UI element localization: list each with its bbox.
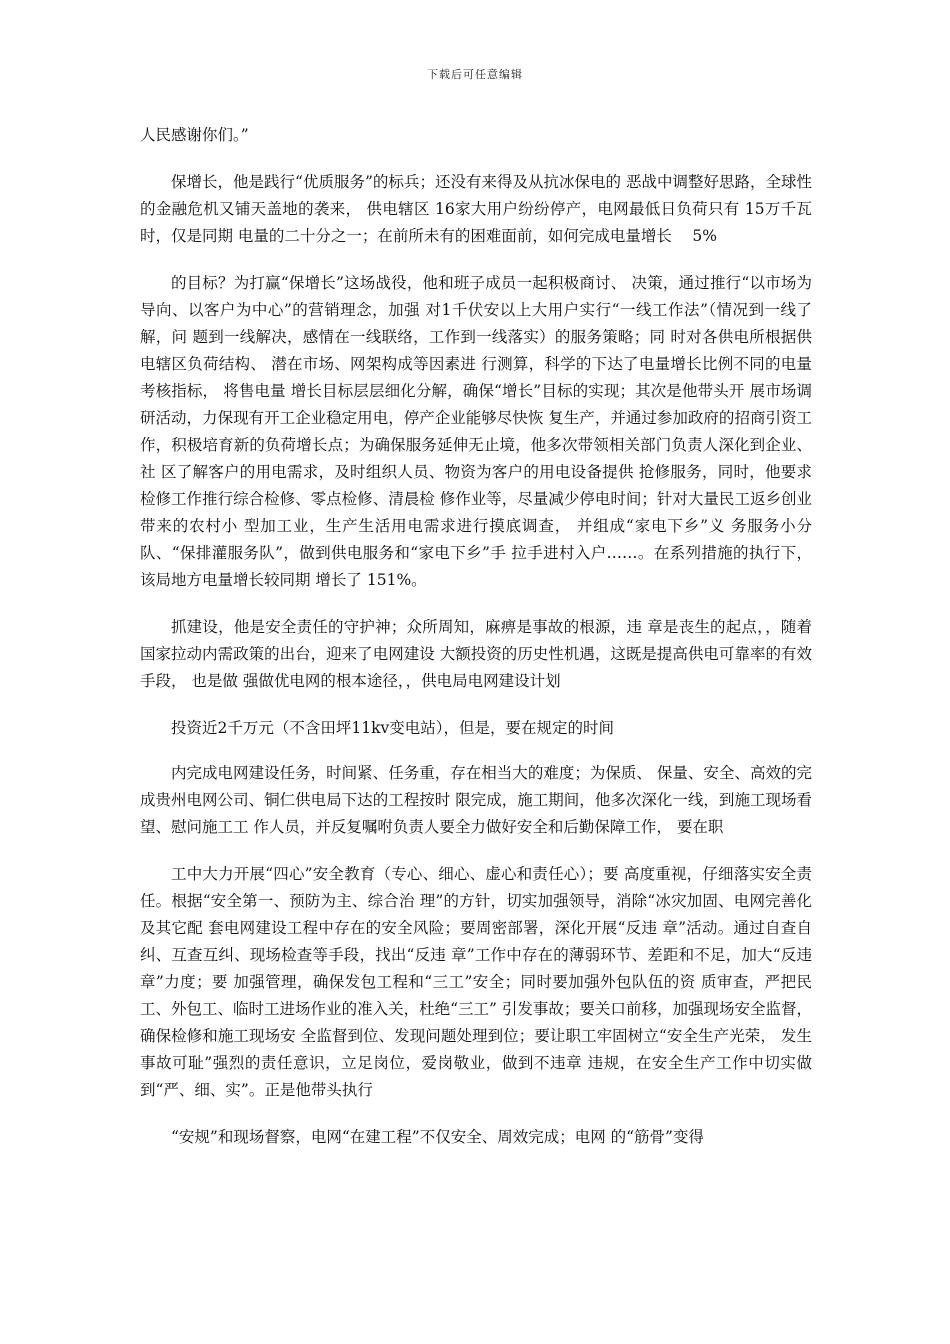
paragraph-2: 保增长，他是践行“优质服务”的标兵；还没有来得及从抗冰保电的 恶战中调整好思路，全球性的金融危机又铺天盖地的袭来， 供电辖区 16家大用户纷纷停产，电网最低日负荷只有 15万千瓦时，仅是同期 电量的二十分之一；在前所未有的困难面前，如何完成电量增长 5% [140, 173, 812, 245]
paragraph-3: 的目标？为打赢“保增长”这场战役，他和班子成员一起积极商讨、 决策，通过推行“以市场为导向、以客户为中心”的营销理念，加强 对1千伏安以上大用户实行“一线工作法”（情况到一线了解，问 题到一线解决，感情在一线联络，工作到一线落实）的服务策略；同 时对各供电所根据供电辖区负荷结构、 潜在市场、网架构成等因素进 行测算，科学的下达了电量增长比例不同的电量考核指标， 将售电量 增长目标层层细化分解，确保“增长”目标的实现；其次是他带头开 展市场调研活动，力保现有开工企业稳定用电，停产企业能够尽快恢 复生产，并通过参加政府的招商引资工作，积极培育新的负荷增长点；为确保服务延伸无止境，他多次带领相关部门负责人深化到企业、社 区了解客户的用电需求，及时组织人员、物资为客户的用电设备提供 抢修服务，同时，他要求检修工作推行综合检修、零点检修、清晨检 修作业等，尽量减少停电时间；针对大量民工返乡创业带来的农村小 型加工业，生产生活用电需求进行摸底调查， 并组成“家电下乡”义 务服务小分队、“保排灌服务队”，做到供电服务和“家电下乡”手 拉手进村入户……。在系列措施的执行下，该局地方电量增长较同期 增长了 151%。 [140, 274, 812, 589]
paragraph-6: 内完成电网建设任务，时间紧、任务重，存在相当大的难度；为保质、 保量、安全、高效的完成贵州电网公司、铜仁供电局下达的工程按时 限完成，施工期间，他多次深化一线，到施工现场看望、慰问施工工 作人员，并反复嘱咐负责人要全力做好安全和后勤保障工作， 要在职 [140, 764, 812, 836]
page-header-note: 下载后可任意编辑 [427, 68, 523, 81]
document-body [140, 122, 812, 1171]
paragraph-8: “安规”和现场督察，电网“在建工程”不仅安全、周效完成；电网 的“筋骨”变得 [171, 1128, 704, 1146]
paragraph-4: 抓建设，他是安全责任的守护神；众所周知，麻痹是事故的根源，违 章是丧生的起点，，随着国家拉动内需政策的出台，迎来了电网建设 大额投资的历史性机遇，这既是提高供电可靠率的有效手段， 也是做 强做优电网的根本途径，，供电局电网建设计划 [140, 618, 812, 690]
paragraph-7: 工中大力开展“四心”安全教育（专心、细心、虚心和责任心）；要 高度重视，仔细落实安全责任。根据“安全第一、预防为主、综合治 理”的方针，切实加强领导，消除“冰灾加固、电网完善化及其它配 套电网建设工程中存在的安全风险；要周密部署，深化开展“反违 章”活动。通过自查自纠、互查互纠、现场检查等手段，找出“反违 章”工作中存在的薄弱环节、差距和不足，加大“反违章”力度；要 加强管理，确保发包工程和“三工”安全；同时要加强外包队伍的资 质审查，严把民工、外包工、临时工进场作业的准入关，杜绝“三工” 引发事故；要关口前移，加强现场安全监督，确保检修和施工现场安 全监督到位、发现问题处理到位；要让职工牢固树立“安全生产光荣， 发生事故可耻”强烈的责任意识，立足岗位，爱岗敬业，做到不违章 违规，在安全生产工作中切实做到“严、细、实”。正是他带头执行 [140, 865, 812, 1099]
paragraph-1: 人民感谢你们。” [140, 126, 249, 144]
paragraph-5: 投资近2千万元（不含田坪11kv变电站），但是，要在规定的时间 [171, 719, 614, 737]
